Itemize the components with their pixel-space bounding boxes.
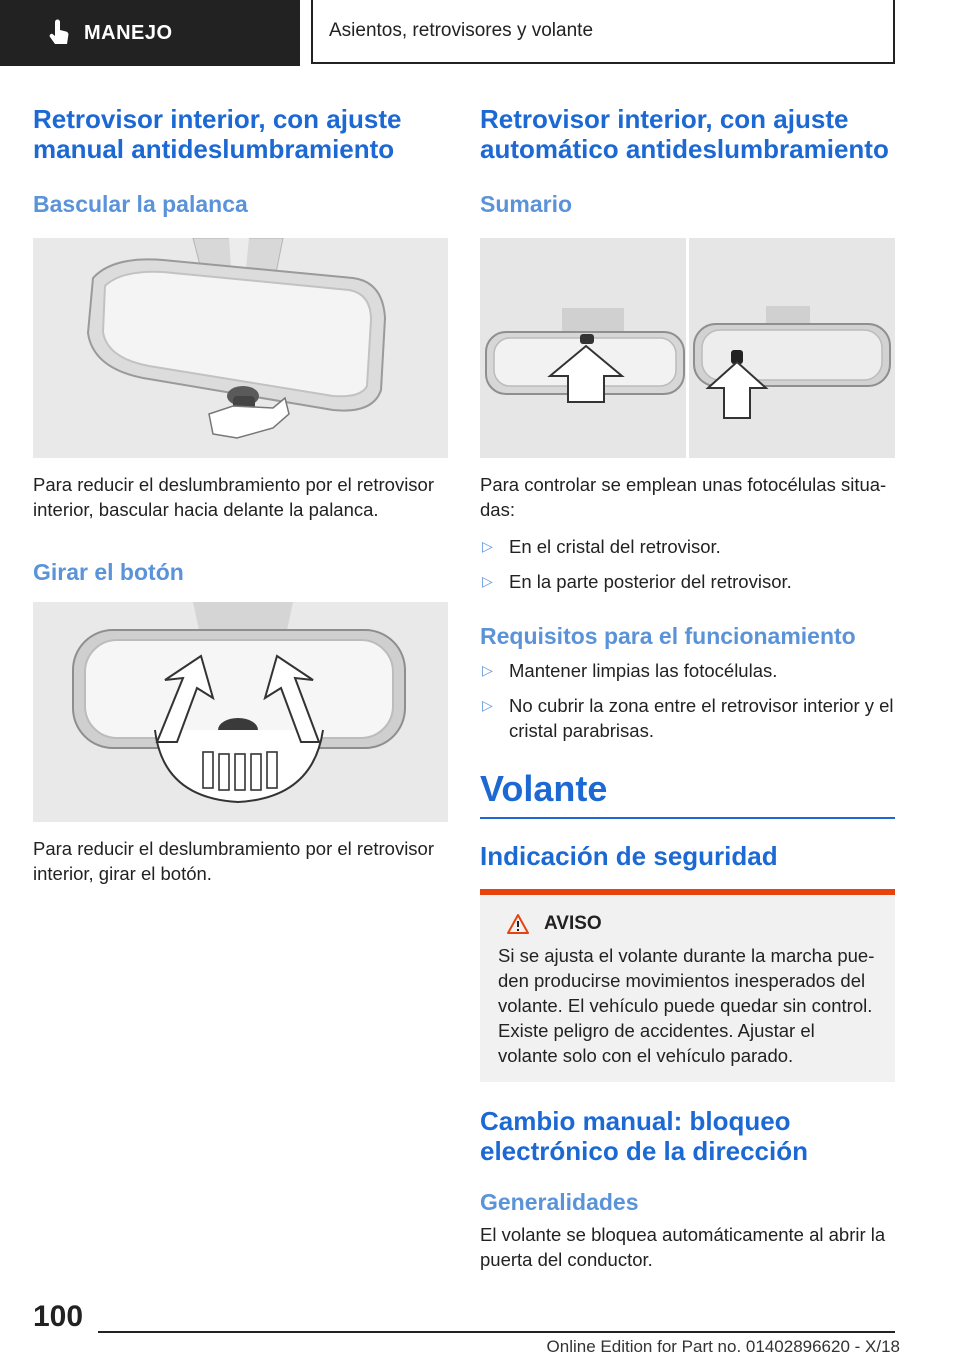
hand-touch-icon bbox=[40, 13, 80, 53]
lever-subheading: Bascular la palanca bbox=[33, 191, 248, 217]
general-paragraph: El volante se bloquea automáticamente al abrir la puerta del conductor. bbox=[480, 1224, 886, 1270]
footer-rule bbox=[98, 1331, 895, 1333]
summary-subheading: Sumario bbox=[480, 191, 573, 217]
page-number: 100 bbox=[33, 1300, 84, 1333]
requirements-list bbox=[480, 658, 895, 743]
list-item: ▷ En la parte posterior del retrovisor. bbox=[482, 571, 792, 592]
warning-header bbox=[498, 913, 877, 935]
warning-triangle-icon bbox=[506, 913, 530, 935]
bullet-triangle-icon: ▷ bbox=[482, 573, 493, 589]
bullet-triangle-icon: ▷ bbox=[482, 662, 493, 678]
edition-note: Online Edition for Part no. 01402896620 - X/18 bbox=[546, 1337, 900, 1356]
lever-mirror-illustration bbox=[33, 238, 448, 458]
chapter-label: MANEJO bbox=[84, 21, 173, 44]
volante-heading: Volante bbox=[480, 768, 608, 809]
warning-text: Si se ajusta el volante durante la marcha pueden producirse movimientos inesperados del volante. El vehículo puede quedar sin control. Existe peligro de accidentes. Ajustar el volante solo con el vehículo parado. bbox=[498, 945, 875, 1066]
knob-mirror-illustration bbox=[33, 602, 448, 822]
section-title: Asientos, retrovisores y volante bbox=[311, 0, 895, 64]
photocell-paragraph: Para controlar se emplean unas fotocélulas situadas: bbox=[480, 474, 887, 520]
general-subheading: Generalidades bbox=[480, 1189, 639, 1215]
left-column bbox=[33, 104, 448, 886]
manual-mirror-heading: Retrovisor interior, con ajuste manual antideslumbramiento bbox=[33, 104, 402, 164]
knob-paragraph: Para reducir el deslumbramiento por el retrovisor interior, girar el botón. bbox=[33, 838, 435, 884]
list-item: ▷ No cubrir la zona entre el retrovisor interior y el cristal parabrisas. bbox=[482, 695, 894, 741]
chapter-tab bbox=[0, 0, 300, 66]
lever-paragraph: Para reducir el deslumbramiento por el retrovisor interior, bascular hacia delante la palanca. bbox=[33, 474, 435, 520]
auto-mirror-heading: Retrovisor interior, con ajuste automático antideslumbramiento bbox=[480, 104, 889, 164]
right-column bbox=[480, 104, 895, 1272]
bullet-triangle-icon: ▷ bbox=[482, 697, 493, 713]
bullet-triangle-icon: ▷ bbox=[482, 538, 493, 554]
steering-lock-heading: Cambio manual: bloqueo electrónico de la dirección bbox=[480, 1106, 808, 1166]
photocell-list bbox=[480, 534, 895, 594]
requirements-subheading: Requisitos para el funcionamiento bbox=[480, 623, 856, 649]
warning-box bbox=[480, 895, 895, 1082]
list-item: ▷ En el cristal del retrovisor. bbox=[482, 536, 721, 557]
list-item: ▷ Mantener limpias las fotocélulas. bbox=[482, 660, 778, 681]
safety-heading: Indicación de seguridad bbox=[480, 841, 778, 871]
photocell-illustration bbox=[480, 238, 895, 458]
knob-subheading: Girar el botón bbox=[33, 559, 184, 585]
warning-label: AVISO bbox=[544, 913, 602, 934]
